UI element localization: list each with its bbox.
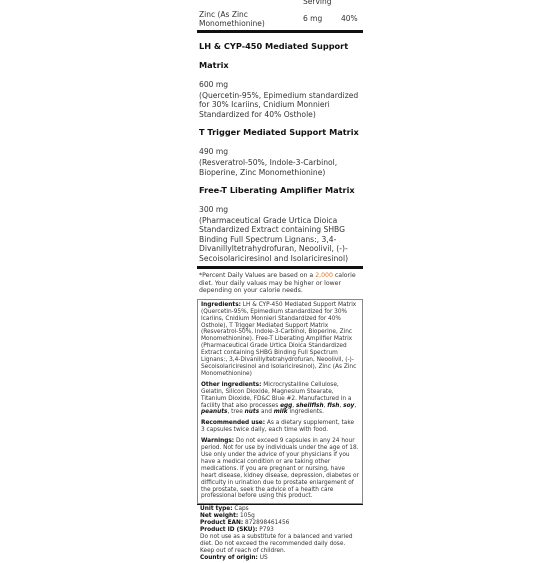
ean-value: 872898461456 — [243, 520, 290, 527]
warnings-paragraph — [201, 438, 359, 500]
separator: and — [259, 409, 274, 416]
country-label: Country of origin: — [200, 554, 258, 561]
allergen-nuts: nuts — [244, 409, 260, 416]
ean-row — [200, 520, 360, 527]
warnings-text: Do not exceed 9 capsules in any 24 hour period. Not for use by individuals under the age of 18. Use only under the advice of your physicians if you have a medical condition or are taking other medications. If you are pregnant or nursing, have heart disease, kidney disease, depression, diabetes or difficulty in urination due to prostate enlargement of the prostate, seek the advice of a health care professional before using this product. — [201, 438, 359, 500]
zinc-row — [197, 0, 363, 30]
unit-type-label: Unit type: — [200, 506, 233, 513]
zinc-daily-value: 40% — [341, 14, 358, 23]
zinc-amount: 6 mg — [303, 14, 323, 23]
recommended-use-label: Recommended use: — [201, 420, 266, 427]
recommended-use-paragraph — [201, 420, 359, 434]
unit-type-row — [200, 506, 360, 513]
net-weight-value: 105g — [238, 513, 255, 520]
footnote-calories: 2,000 — [315, 272, 333, 280]
blend-free-t — [199, 178, 363, 263]
ingredients-text: LH & CYP-450 Mediated Support Matrix (Quercetin-95%, Epimedium standardized for 30% Icariins, Cnidium Monnieri Standardized for 40% Osthole), T Trigger Mediated Support Matrix (Resveratrol-50%, Indole-3-Carbinol, Bioperine, Zinc Monomethionine). Free-T Liberating Amplifier Matrix (Pharmaceutical Grade Urtica Dioica Standardized Extract containing SHBG Binding Full Spectrum Lignans:, 3,4-Divanillyltetrahydrofuran, Neoolivil, (-)-Secoisolariciresinol and Isolariciresinol), Zinc (As Zinc Monomethionine) — [201, 301, 357, 377]
net-weight-row — [200, 513, 360, 520]
net-weight-label: Net weight: — [200, 513, 239, 520]
separator: , — [354, 402, 357, 409]
ingredients-paragraph — [201, 302, 359, 378]
blend-title: T Trigger Mediated Support Matrix — [199, 127, 359, 138]
blend-description: (Quercetin-95%, Epimedium standardized for 30% Icariins, Cnidium Monnieri Standardized for 40% Osthole) — [199, 91, 359, 119]
blend-amount: 300 mg — [199, 205, 229, 215]
allergen-shellfish: shellfish — [295, 402, 324, 409]
allergen-fish: fish — [327, 402, 340, 409]
footnote-text-end: calorie diet. Your daily values may be higher or lower depending on your calorie needs. — [199, 272, 356, 295]
recommended-use-text: As a dietary supplement, take 3 capsules twice daily, each time with food. — [201, 420, 355, 434]
separator: , tree — [227, 409, 245, 416]
allergen-peanuts: peanuts — [201, 409, 228, 416]
country-value: US — [257, 554, 268, 561]
separator: ingredients. — [287, 409, 324, 416]
allergen-egg: egg — [280, 402, 293, 409]
blend-amount: 490 mg — [199, 147, 229, 157]
blend-list — [197, 33, 363, 266]
blend-amount: 600 mg — [199, 80, 229, 89]
footnote-text: *Percent Daily Values are based on a — [199, 272, 316, 280]
sku-value: P793 — [257, 527, 274, 534]
product-facts — [197, 504, 363, 562]
sku-row — [200, 527, 360, 534]
blend-description: (Resveratrol-50%, Indole-3-Carbinol, Bioperine, Zinc Monomethionine) — [199, 158, 338, 177]
other-ingredients-label: Other ingredients: — [201, 381, 262, 388]
allergen-milk: milk — [273, 409, 288, 416]
blend-description: (Pharmaceutical Grade Urtica Dioica Standardized Extract containing SHBG Binding Full Spectrum Lignans:, 3,4-Divanillyltetrahydrofuran, Neoolivil, (-)-Secoisolariciresinol and Isolariciresinol) — [199, 216, 349, 263]
ean-label: Product EAN: — [200, 520, 244, 527]
allergen-soy: soy — [343, 402, 355, 409]
supplement-facts-panel — [197, 0, 363, 563]
blend-title: LH & CYP-450 Mediated Support Matrix — [199, 41, 349, 70]
warnings-label: Warnings: — [201, 438, 235, 445]
serving-header: Serving — [303, 0, 332, 6]
ingredients-box — [197, 299, 363, 504]
daily-value-footnote — [197, 269, 363, 298]
notice-text: Do not use as a substitute for a balanced and varied diet. Do not exceed the recommended daily dose. Keep out of reach of children. — [200, 533, 353, 554]
other-ingredients-text: Microcrystalline Cellulose, Gelatin, Silicon Dioxide, Magnesium Stearate, Titanium Dioxide, FD&C Blue #2. Manufactured in a facility that also processes — [201, 381, 352, 409]
zinc-name: Zinc (As Zinc Monomethionine) — [199, 10, 265, 28]
sku-label: Product ID (SKU): — [200, 527, 258, 534]
blend-title: Free-T Liberating Amplifier Matrix — [199, 185, 355, 196]
ingredients-label: Ingredients: — [201, 301, 241, 308]
separator: , — [339, 402, 344, 409]
blend-t-trigger — [199, 120, 363, 177]
separator: , — [292, 402, 296, 409]
country-row — [200, 555, 360, 562]
other-ingredients-paragraph — [201, 382, 359, 417]
blend-lh-cyp450 — [199, 34, 363, 119]
separator: , — [323, 402, 328, 409]
unit-type-value: Caps — [232, 506, 249, 513]
